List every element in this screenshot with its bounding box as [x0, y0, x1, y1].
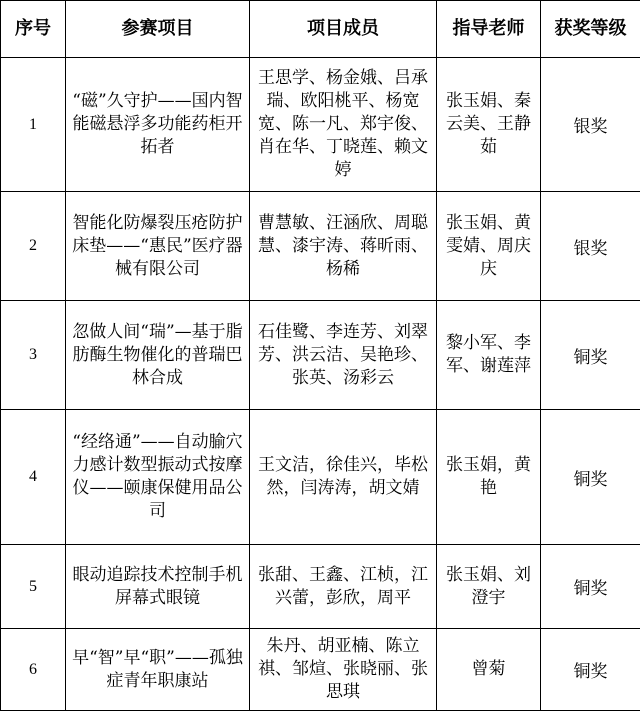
project-members: 曹慧敏、汪涵欣、周聪慧、漆宇涛、蒋昕雨、杨稀 — [250, 192, 437, 301]
header-award: 获奖等级 — [541, 1, 640, 58]
advisor-names: 黎小军、李军、谢莲萍 — [437, 301, 541, 410]
row-index: 3 — [1, 301, 66, 410]
table-row — [1, 192, 640, 301]
header-advisor: 指导老师 — [437, 1, 541, 58]
table-row — [1, 410, 640, 545]
project-members: 朱丹、胡亚楠、陈立祺、邹煊、张晓丽、张思琪 — [250, 629, 437, 711]
project-name: 早“智”早“职”——孤独症青年职康站 — [66, 629, 250, 711]
table-row — [1, 301, 640, 410]
header-members: 项目成员 — [250, 1, 437, 58]
project-name: “经络通”——自动腧穴力感计数型振动式按摩仪——颐康保健用品公司 — [66, 410, 250, 545]
award-level: 银奖 — [541, 192, 640, 301]
advisor-names: 张玉娟，黄艳 — [437, 410, 541, 545]
project-name: “磁”久守护——国内智能磁悬浮多功能药柜开拓者 — [66, 58, 250, 192]
project-members: 王思学、杨金娥、吕承瑞、欧阳桃平、杨宽宽、陈一凡、郑宇俊、肖在华、丁晓莲、赖文婷 — [250, 58, 437, 192]
advisor-names: 张玉娟、刘澄宇 — [437, 545, 541, 629]
award-level: 铜奖 — [541, 301, 640, 410]
project-name: 眼动追踪技术控制手机屏幕式眼镜 — [66, 545, 250, 629]
header-project: 参赛项目 — [66, 1, 250, 58]
row-index: 1 — [1, 58, 66, 192]
advisor-names: 曾菊 — [437, 629, 541, 711]
award-level: 银奖 — [541, 58, 640, 192]
header-index: 序号 — [1, 1, 66, 58]
project-name: 智能化防爆裂压疮防护床垫——“惠民”医疗器械有限公司 — [66, 192, 250, 301]
row-index: 4 — [1, 410, 66, 545]
award-level: 铜奖 — [541, 629, 640, 711]
award-level: 铜奖 — [541, 545, 640, 629]
project-members: 张甜、王鑫、江桢，江兴蕾，彭欣，周平 — [250, 545, 437, 629]
row-index: 5 — [1, 545, 66, 629]
table-row — [1, 545, 640, 629]
advisor-names: 张玉娟、黄雯婧、周庆庆 — [437, 192, 541, 301]
project-name: 忽做人间“瑞”—基于脂肪酶生物催化的普瑞巴林合成 — [66, 301, 250, 410]
award-level: 铜奖 — [541, 410, 640, 545]
table-header-row — [1, 1, 640, 58]
table-row — [1, 629, 640, 711]
row-index: 6 — [1, 629, 66, 711]
project-members: 石佳鹭、李连芳、刘翠芳、洪云洁、吴艳珍、张英、汤彩云 — [250, 301, 437, 410]
table-row — [1, 58, 640, 192]
project-members: 王文洁，徐佳兴，毕松然，闫涛涛，胡文婧 — [250, 410, 437, 545]
row-index: 2 — [1, 192, 66, 301]
advisor-names: 张玉娟、秦云美、王静茹 — [437, 58, 541, 192]
